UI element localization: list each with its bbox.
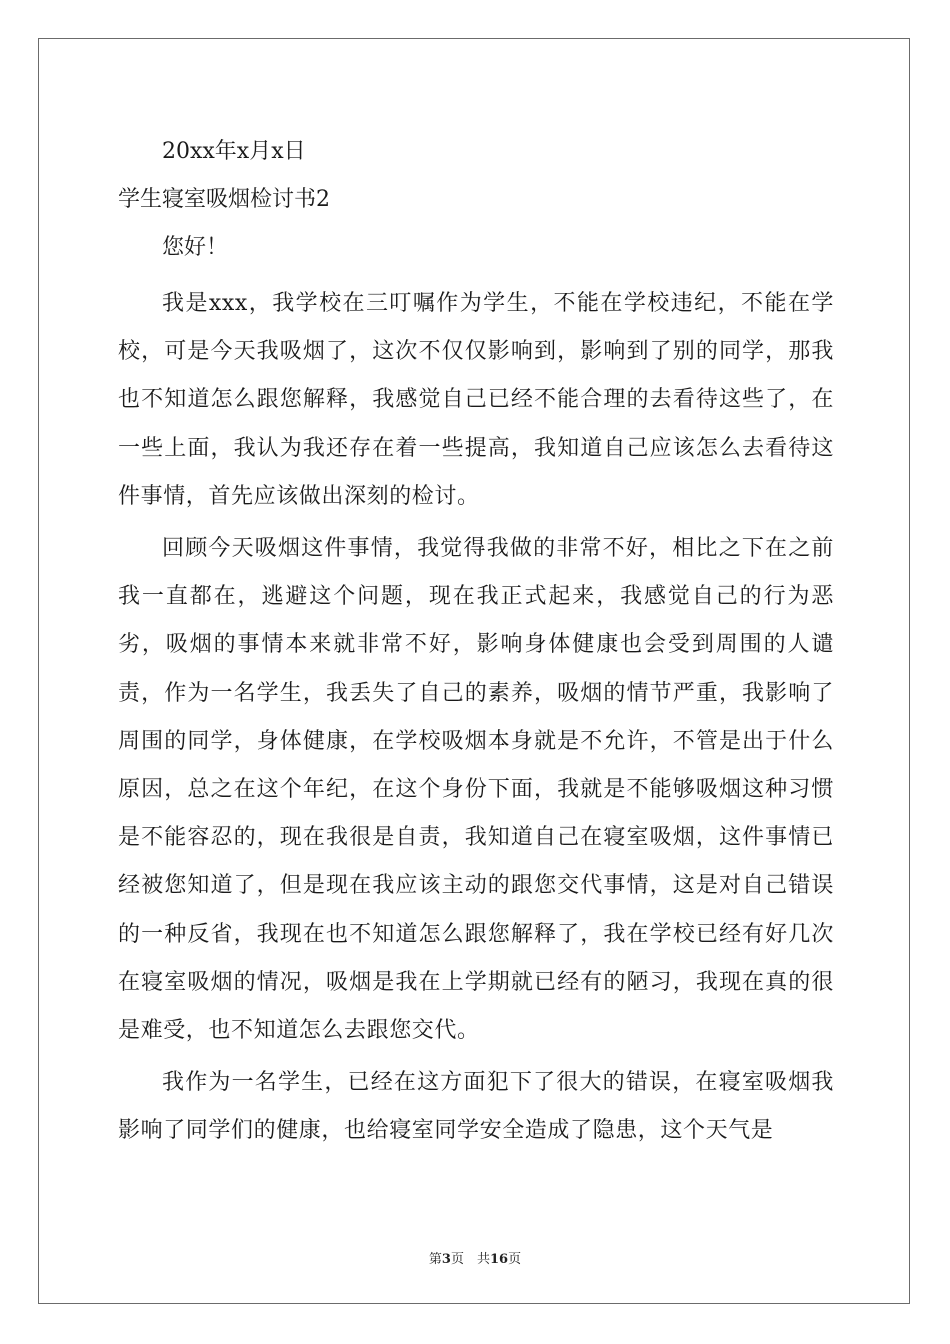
paragraph-3: 我作为一名学生，已经在这方面犯下了很大的错误，在寝室吸烟我影响了同学们的健康，也给寝室同学安全造成了隐患，这个天气是 [118, 1070, 834, 1144]
greeting: 您好！ [162, 235, 229, 260]
footer-page-prefix: 第 [428, 1252, 442, 1267]
paragraph-1: 我是xxx，我学校在三叮嘱作为学生，不能在学校违纪，不能在学校，可是今天我吸烟了，这次不仅仅影响到，影响到了别的同学，那我也不知道怎么跟您解释，我感觉自己已经不能合理的去看待这些了，在一些上面，我认为我还存在着一些提高，我知道自己应该怎么去看待这件事情，首先应该做出深刻的检讨。 [118, 291, 834, 509]
footer-page-total: 16 [489, 1252, 509, 1267]
paragraph-2: 回顾今天吸烟这件事情，我觉得我做的非常不好，相比之下在之前我一直都在，逃避这个问题，现在我正式起来，我感觉自己的行为恶劣，吸烟的事情本来就非常不好，影响身体健康也会受到周围的人谴责，作为一名学生，我丢失了自己的素养，吸烟的情节严重，我影响了周围的同学，身体健康，在学校吸烟本身就是不允许，不管是出于什么原因，总之在这个年纪，在这个身份下面，我就是不能够吸烟这种习惯是不能容忍的，现在我很是自责，我知道自己在寝室吸烟，这件事情已经被您知道了，但是现在我应该主动的跟您交代事情，这是对自己错误的一种反省，我现在也不知道怎么跟您解释了，我在学校已经有好几次在寝室吸烟的情况，吸烟是我在上学期就已经有的陋习，我现在真的很是难受，也不知道怎么去跟您交代。 [118, 536, 834, 1044]
footer-page-current: 3 [441, 1252, 451, 1267]
document-body [118, 128, 834, 1160]
page-footer [0, 1248, 950, 1267]
document-title: 学生寝室吸烟检讨书2 [118, 187, 330, 212]
footer-page-mid: 页 共 [450, 1252, 490, 1267]
date-line: 20xx年x月x日 [162, 139, 306, 164]
footer-page-suffix: 页 [508, 1252, 522, 1267]
